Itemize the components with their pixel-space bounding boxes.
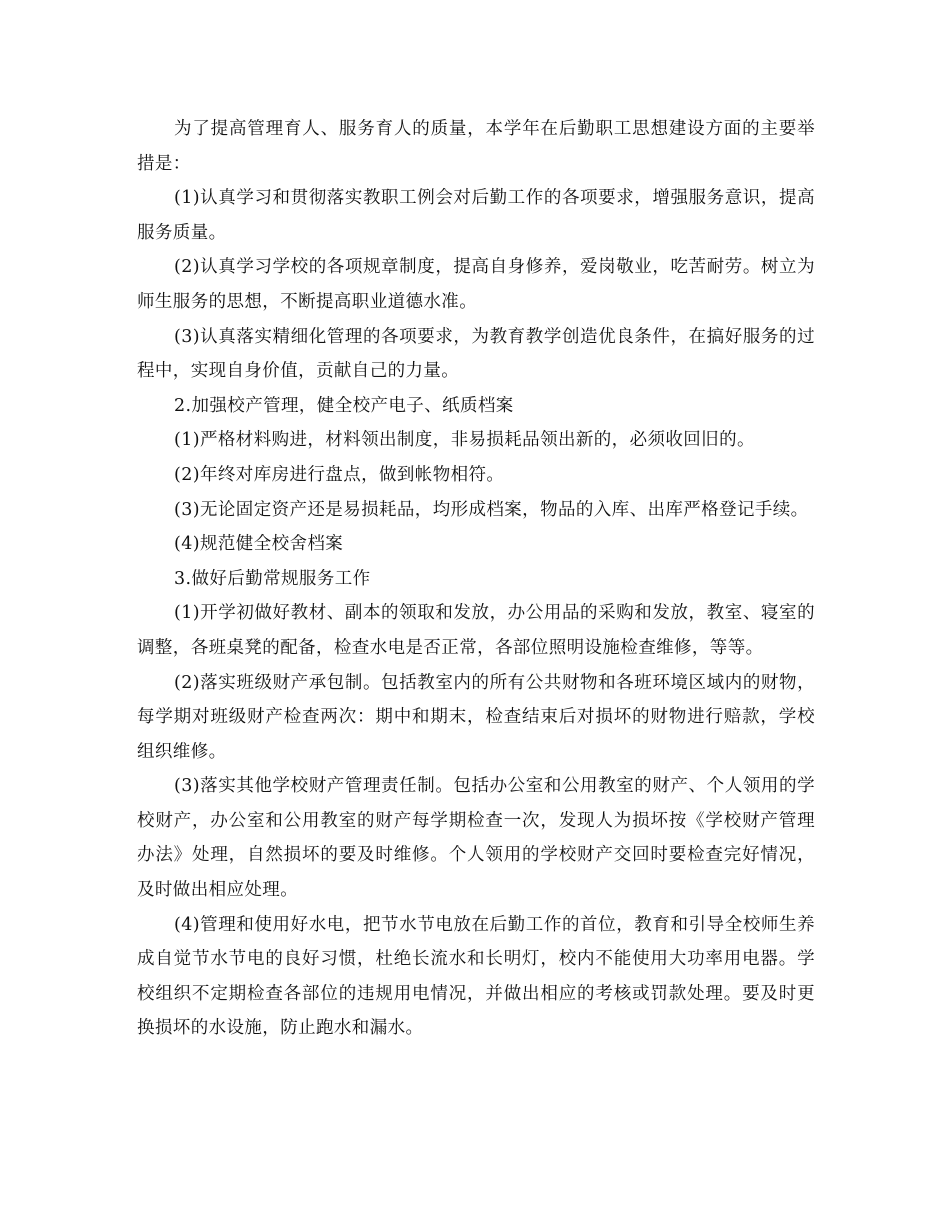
paragraph-item-1-1: (1)认真学习和贯彻落实教职工例会对后勤工作的各项要求，增强服务意识，提高服务质量。 <box>137 188 815 243</box>
section-heading-3: 3.做好后勤常规服务工作 <box>174 568 371 589</box>
paragraph-intro: 为了提高管理育人、服务育人的质量，本学年在后勤职工思想建设方面的主要举措是： <box>137 119 815 174</box>
paragraph-item-2-4: (4)规范健全校舍档案 <box>174 534 344 555</box>
paragraph-item-3-3: (3)落实其他学校财产管理责任制。包括办公室和公用教室的财产、个人领用的学校财产，办公室和公用教室的财产每学期检查一次，发现人为损坏按《学校财产管理办法》处理，自然损坏的要及时维修。个人领用的学校财产交回时要检查完好情况，及时做出相应处理。 <box>137 776 815 901</box>
paragraph-item-3-1: (1)开学初做好教材、副本的领取和发放，办公用品的采购和发放，教室、寝室的调整，各班桌凳的配备，检查水电是否正常，各部位照明设施检查维修，等等。 <box>137 603 815 658</box>
document-body <box>137 112 815 1046</box>
paragraph-item-1-3: (3)认真落实精细化管理的各项要求，为教育教学创造优良条件，在搞好服务的过程中，实现自身价值，贡献自己的力量。 <box>137 326 815 382</box>
paragraph-item-1-2: (2)认真学习学校的各项规章制度，提高自身修养，爱岗敬业，吃苦耐劳。树立为师生服务的思想，不断提高职业道德水准。 <box>137 257 815 312</box>
paragraph-item-3-4: (4)管理和使用好水电，把节水节电放在后勤工作的首位，教育和引导全校师生养成自觉节水节电的良好习惯，杜绝长流水和长明灯，校内不能使用大功率用电器。学校组织不定期检查各部位的违规用电情况，并做出相应的考核或罚款处理。要及时更换损坏的水设施，防止跑水和漏水。 <box>137 914 815 1039</box>
section-heading-2: 2.加强校产管理，健全校产电子、纸质档案 <box>174 395 514 416</box>
paragraph-item-2-2: (2)年终对库房进行盘点，做到帐物相符。 <box>174 464 505 485</box>
paragraph-item-2-1: (1)严格材料购进，材料领出制度，非易损耗品领出新的，必须收回旧的。 <box>174 430 755 451</box>
paragraph-item-3-2: (2)落实班级财产承包制。包括教室内的所有公共财物和各班环境区域内的财物，每学期对班级财产检查两次：期中和期末，检查结束后对损坏的财物进行赔款，学校组织维修。 <box>137 672 815 762</box>
paragraph-item-2-3: (3)无论固定资产还是易损耗品，均形成档案，物品的入库、出库严格登记手续。 <box>174 499 809 520</box>
